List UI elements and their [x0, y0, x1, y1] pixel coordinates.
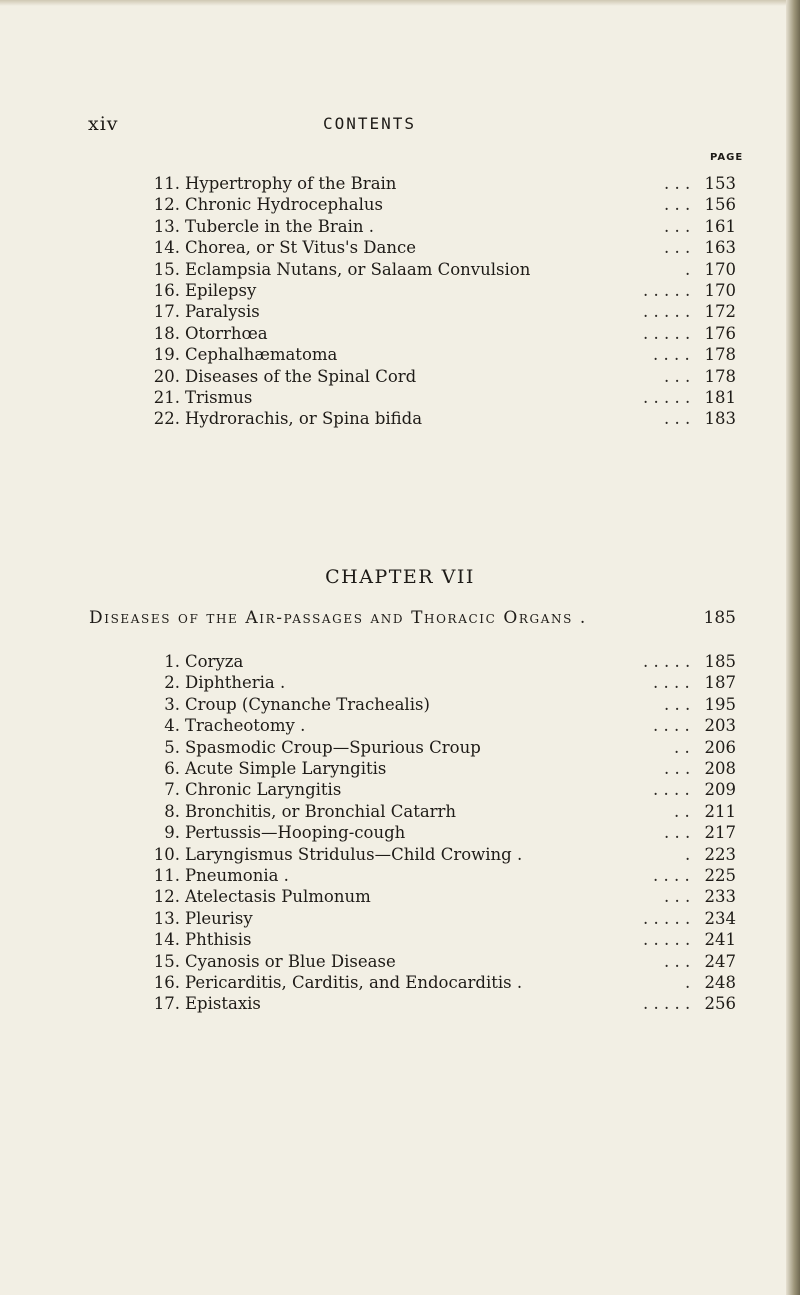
toc-entry: [0, 909, 800, 930]
entry-title: Coryza: [185, 652, 244, 671]
entry-number: 15.: [153, 951, 180, 971]
toc-entry: [0, 738, 800, 759]
entry-leader-dots: . . . . .: [643, 323, 691, 343]
entry-leader-dots: . . . . .: [643, 388, 691, 407]
entry-page-number: 181: [704, 388, 736, 407]
entry-leader-dots: . . .: [664, 951, 691, 971]
toc-entry: [0, 195, 800, 216]
entry-page-number: 172: [704, 302, 736, 322]
entry-leader-dots: . . . .: [653, 345, 690, 365]
page-folio: xiv: [88, 113, 119, 135]
entry-leader-dots: . . .: [664, 238, 691, 258]
entry-leader-dots: . . . . .: [643, 908, 691, 928]
entry-title: Eclampsia Nutans, or Salaam Convulsion: [185, 259, 531, 279]
entry-page-number: 195: [704, 694, 736, 714]
entry-title: Chronic Laryngitis: [185, 780, 342, 800]
entry-leader-dots: . . .: [664, 887, 691, 907]
entry-title: Chorea, or St Vitus's Dance: [185, 238, 416, 258]
entry-number: 14.: [153, 930, 180, 950]
entry-page-number: 209: [704, 780, 736, 800]
entry-page-number: 248: [704, 973, 736, 992]
entry-number: 12.: [153, 195, 180, 215]
entry-page-number: 225: [704, 866, 736, 885]
entry-leader-dots: . . .: [664, 366, 691, 386]
entry-title: Atelectasis Pulmonum: [185, 887, 371, 907]
entry-number: 9.: [164, 823, 180, 843]
entry-title: Bronchitis, or Bronchial Catarrh: [185, 801, 457, 821]
entry-title: Phthisis: [185, 930, 252, 950]
toc-entry: [0, 887, 800, 908]
chapter-section-title: Diseases of the Air-passages and Thoracic Organs .: [89, 608, 587, 628]
running-title: CONTENTS: [323, 114, 417, 133]
toc-entry: [0, 238, 800, 259]
entry-number: 7.: [164, 780, 180, 800]
toc-entry: [0, 281, 800, 302]
entry-leader-dots: . . .: [664, 759, 691, 778]
entry-title: Epilepsy: [185, 281, 257, 300]
toc-entry: [0, 388, 800, 409]
entry-number: 11.: [153, 174, 180, 193]
entry-number: 10.: [153, 844, 180, 864]
entry-number: 20.: [153, 366, 180, 386]
entry-title: Paralysis: [185, 302, 260, 322]
entry-page-number: 211: [704, 801, 736, 821]
page-column-label: PAGE: [710, 152, 744, 163]
entry-page-number: 247: [704, 951, 736, 971]
entry-page-number: 233: [704, 887, 736, 907]
entry-page-number: 153: [704, 174, 736, 193]
entry-page-number: 156: [704, 195, 736, 215]
entry-number: 5.: [164, 737, 180, 757]
entry-title: Epistaxis: [185, 994, 261, 1014]
toc-entry: [0, 409, 800, 430]
entry-leader-dots: .: [685, 844, 691, 864]
entry-page-number: 208: [704, 759, 736, 778]
entry-leader-dots: . .: [674, 737, 690, 757]
toc-entry: [0, 324, 800, 345]
entry-title: Pleurisy: [185, 908, 253, 928]
entry-number: 17.: [153, 994, 180, 1014]
toc-entry: [0, 652, 800, 673]
entry-number: 12.: [153, 887, 180, 907]
toc-entry: [0, 994, 800, 1015]
toc-entry: [0, 952, 800, 973]
toc-entry: [0, 695, 800, 716]
toc-entry: [0, 866, 800, 887]
toc-entry: [0, 367, 800, 388]
entry-page-number: 185: [704, 652, 736, 671]
entry-title: Diphtheria .: [185, 673, 286, 693]
entry-page-number: 206: [704, 737, 736, 757]
entry-title: Cephalhæmatoma: [185, 345, 338, 365]
entry-leader-dots: . . .: [664, 216, 691, 236]
entry-number: 13.: [153, 216, 180, 236]
entry-leader-dots: . . . . .: [643, 281, 691, 300]
entry-title: Hydrorachis, or Spina bifida: [185, 409, 423, 429]
entry-number: 15.: [153, 259, 180, 279]
toc-entry: [0, 345, 800, 366]
entry-number: 16.: [153, 973, 180, 992]
chapter-section-row: [0, 608, 800, 632]
toc-entry: [0, 973, 800, 994]
entry-page-number: 241: [704, 930, 736, 950]
toc-entry: [0, 673, 800, 694]
entry-number: 8.: [164, 801, 180, 821]
entry-page-number: 234: [704, 908, 736, 928]
entry-page-number: 163: [704, 238, 736, 258]
entry-page-number: 176: [704, 323, 736, 343]
entry-page-number: 170: [704, 281, 736, 300]
entry-number: 18.: [153, 323, 180, 343]
toc-entry: [0, 174, 800, 195]
entry-page-number: 170: [704, 259, 736, 279]
entry-leader-dots: .: [685, 259, 691, 279]
entry-page-number: 203: [704, 716, 736, 736]
entry-leader-dots: . . . . .: [643, 994, 691, 1014]
toc-entry: [0, 217, 800, 238]
toc-entry: [0, 845, 800, 866]
toc-entry: [0, 260, 800, 281]
running-head: [0, 113, 800, 137]
entry-page-number: 223: [704, 844, 736, 864]
entry-number: 4.: [164, 716, 180, 736]
toc-entry: [0, 802, 800, 823]
entry-leader-dots: . . . . .: [643, 930, 691, 950]
entry-page-number: 161: [704, 216, 736, 236]
entry-number: 21.: [153, 388, 180, 407]
page-top-edge: [0, 0, 800, 6]
entry-number: 2.: [164, 673, 180, 693]
entry-title: Cyanosis or Blue Disease: [185, 951, 396, 971]
toc-entry: [0, 716, 800, 737]
entry-page-number: 217: [704, 823, 736, 843]
entry-page-number: 256: [704, 994, 736, 1014]
entry-title: Laryngismus Stridulus—Child Crowing .: [185, 844, 523, 864]
entry-leader-dots: . . .: [664, 174, 691, 193]
entry-number: 6.: [164, 759, 180, 778]
toc-entry: [0, 759, 800, 780]
entry-number: 3.: [164, 694, 180, 714]
entry-number: 22.: [153, 409, 180, 429]
toc-entry: [0, 930, 800, 951]
entry-page-number: 183: [704, 409, 736, 429]
entry-leader-dots: . . . . .: [643, 302, 691, 322]
entry-title: Pericarditis, Carditis, and Endocarditis .: [185, 973, 523, 992]
entry-leader-dots: . . .: [664, 694, 691, 714]
entry-page-number: 187: [704, 673, 736, 693]
entry-title: Pertussis—Hooping-cough: [185, 823, 406, 843]
toc-entry: [0, 780, 800, 801]
entry-title: Spasmodic Croup—Spurious Croup: [185, 737, 481, 757]
entry-leader-dots: . . .: [664, 823, 691, 843]
entry-page-number: 178: [704, 366, 736, 386]
entry-number: 19.: [153, 345, 180, 365]
entry-leader-dots: . . . .: [653, 780, 690, 800]
entry-leader-dots: . .: [674, 801, 690, 821]
entry-title: Croup (Cynanche Trachealis): [185, 694, 430, 714]
toc-entry: [0, 823, 800, 844]
entry-number: 11.: [153, 866, 180, 885]
entry-title: Hypertrophy of the Brain: [185, 174, 397, 193]
entry-title: Tubercle in the Brain .: [185, 216, 375, 236]
entry-leader-dots: .: [685, 973, 691, 992]
entry-leader-dots: . . . . .: [643, 652, 691, 671]
entry-leader-dots: . . . .: [653, 866, 690, 885]
entry-number: 1.: [164, 652, 180, 671]
chapter-section-page: 185: [703, 608, 736, 628]
toc-entry: [0, 302, 800, 323]
entry-title: Chronic Hydrocephalus: [185, 195, 383, 215]
entry-leader-dots: . . . .: [653, 716, 690, 736]
entry-number: 14.: [153, 238, 180, 258]
entry-title: Acute Simple Laryngitis: [185, 759, 387, 778]
entry-number: 16.: [153, 281, 180, 300]
entry-number: 17.: [153, 302, 180, 322]
entry-leader-dots: . . . .: [653, 673, 690, 693]
entry-leader-dots: . . .: [664, 409, 691, 429]
entry-number: 13.: [153, 908, 180, 928]
chapter-heading: CHAPTER VII: [325, 566, 475, 588]
entry-leader-dots: . . .: [664, 195, 691, 215]
entry-title: Otorrhœa: [185, 323, 268, 343]
entry-title: Diseases of the Spinal Cord: [185, 366, 417, 386]
entry-title: Tracheotomy .: [185, 716, 306, 736]
entry-title: Pneumonia .: [185, 866, 289, 885]
entry-title: Trismus: [185, 388, 253, 407]
entry-page-number: 178: [704, 345, 736, 365]
